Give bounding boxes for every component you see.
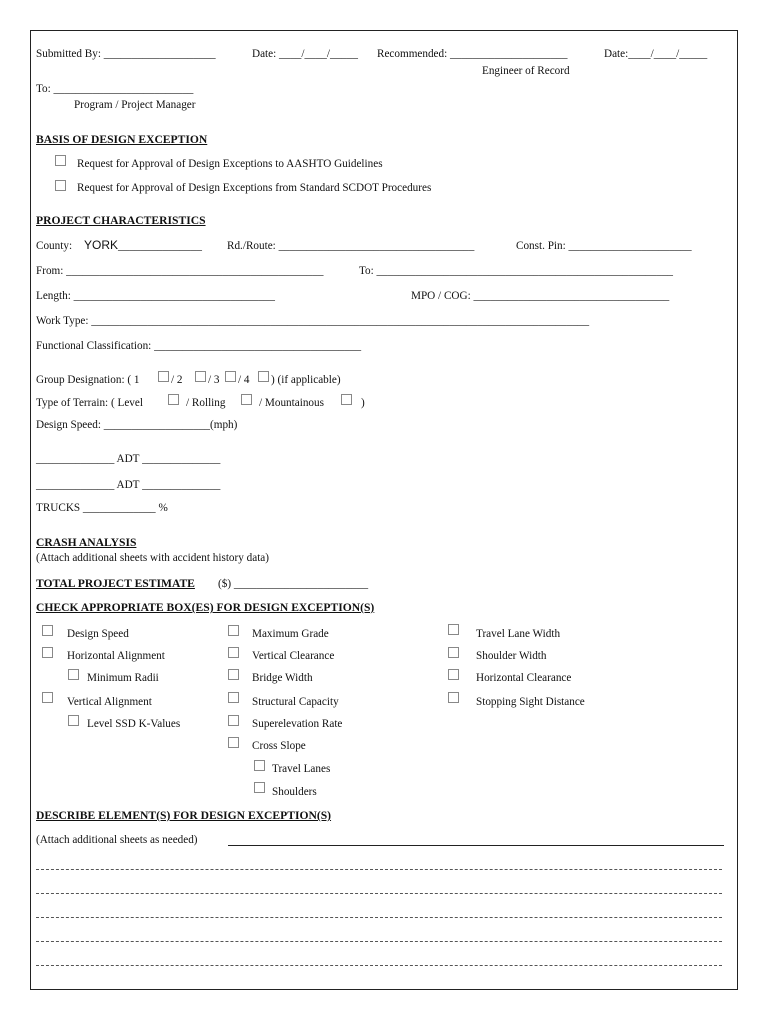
terrain-rolling-label: / Rolling xyxy=(186,397,226,409)
cross-slope-checkbox[interactable] xyxy=(228,737,239,748)
work-type-field[interactable]: Work Type: _________________________________________________________________________________________ xyxy=(36,315,590,327)
terrain-end-label: ) xyxy=(361,397,365,409)
basis-scdot-label: Request for Approval of Design Exceptions from Standard SCDOT Procedures xyxy=(77,182,432,194)
group-4-checkbox[interactable] xyxy=(258,371,269,382)
shoulder-width-checkbox[interactable] xyxy=(448,647,459,658)
travel-lane-width-label: Travel Lane Width xyxy=(476,628,561,640)
county-value[interactable]: YORK xyxy=(84,238,119,252)
bridge-width-checkbox[interactable] xyxy=(228,669,239,680)
level-ssd-label: Level SSD K-Values xyxy=(87,718,181,730)
basis-heading: BASIS OF DESIGN EXCEPTION xyxy=(36,133,208,146)
minimum-radii-checkbox[interactable] xyxy=(68,669,79,680)
describe-heading: DESCRIBE ELEMENT(S) FOR DESIGN EXCEPTION(S) xyxy=(36,809,332,822)
design-speed-label: Design Speed xyxy=(67,628,129,640)
crash-note: (Attach additional sheets with accident history data) xyxy=(36,552,269,564)
stopping-sight-distance-label: Stopping Sight Distance xyxy=(476,696,585,708)
design-speed-checkbox[interactable] xyxy=(42,625,53,636)
engineer-of-record-label: Engineer of Record xyxy=(482,65,570,77)
group-1-checkbox[interactable] xyxy=(158,371,169,382)
terrain-mountainous-checkbox[interactable] xyxy=(341,394,352,405)
group-end-label: ) (if applicable) xyxy=(271,374,341,386)
travel-lanes-checkbox[interactable] xyxy=(254,760,265,771)
const-pin-field[interactable]: Const. Pin: ______________________ xyxy=(516,240,692,252)
superelevation-rate-checkbox[interactable] xyxy=(228,715,239,726)
shoulder-width-label: Shoulder Width xyxy=(476,650,547,662)
travel-lane-width-checkbox[interactable] xyxy=(448,624,459,635)
minimum-radii-label: Minimum Radii xyxy=(87,672,159,684)
vertical-alignment-label: Vertical Alignment xyxy=(67,696,152,708)
recommended-field[interactable]: Recommended: _____________________ xyxy=(377,48,568,60)
functional-classification-field[interactable]: Functional Classification: _____________________________________ xyxy=(36,340,362,352)
horizontal-clearance-label: Horizontal Clearance xyxy=(476,672,572,684)
terrain-mountainous-label: / Mountainous xyxy=(259,397,324,409)
basis-scdot-checkbox[interactable] xyxy=(55,180,66,191)
horizontal-alignment-checkbox[interactable] xyxy=(42,647,53,658)
date-field-2[interactable]: Date:____/____/_____ xyxy=(604,48,708,60)
county-blank: _______________ xyxy=(118,240,202,252)
describe-note: (Attach additional sheets as needed) xyxy=(36,834,198,846)
group-2-checkbox[interactable] xyxy=(195,371,206,382)
vertical-clearance-checkbox[interactable] xyxy=(228,647,239,658)
vertical-alignment-checkbox[interactable] xyxy=(42,692,53,703)
group-designation-label: Group Designation: ( 1 xyxy=(36,374,140,386)
structural-capacity-checkbox[interactable] xyxy=(228,692,239,703)
maximum-grade-checkbox[interactable] xyxy=(228,625,239,636)
group-3-label: / 3 xyxy=(208,374,220,386)
basis-aashto-checkbox[interactable] xyxy=(55,155,66,166)
design-speed-field[interactable]: Design Speed: ___________________(mph) xyxy=(36,419,238,431)
date-field-1[interactable]: Date: ____/____/_____ xyxy=(252,48,358,60)
shoulders-label: Shoulders xyxy=(272,786,317,798)
group-3-checkbox[interactable] xyxy=(225,371,236,382)
mpo-cog-field[interactable]: MPO / COG: ___________________________________ xyxy=(411,290,670,302)
describe-line-1[interactable] xyxy=(36,869,722,870)
adt-field-2[interactable]: ______________ ADT ______________ xyxy=(36,479,221,491)
describe-line-5[interactable] xyxy=(36,965,722,966)
terrain-level-checkbox[interactable] xyxy=(168,394,179,405)
program-manager-label: Program / Project Manager xyxy=(74,99,196,111)
to-field[interactable]: To: _________________________ xyxy=(36,83,194,95)
horizontal-alignment-label: Horizontal Alignment xyxy=(67,650,165,662)
shoulders-checkbox[interactable] xyxy=(254,782,265,793)
level-ssd-checkbox[interactable] xyxy=(68,715,79,726)
estimate-field[interactable]: ($) ________________________ xyxy=(218,578,369,590)
project-heading: PROJECT CHARACTERISTICS xyxy=(36,214,206,227)
trucks-field[interactable]: TRUCKS _____________ % xyxy=(36,502,168,514)
county-label: County: xyxy=(36,240,73,252)
describe-line-0[interactable] xyxy=(228,845,724,846)
adt-field-1[interactable]: ______________ ADT ______________ xyxy=(36,453,221,465)
estimate-heading: TOTAL PROJECT ESTIMATE xyxy=(36,577,195,590)
cross-slope-label: Cross Slope xyxy=(252,740,306,752)
terrain-label: Type of Terrain: ( Level xyxy=(36,397,143,409)
vertical-clearance-label: Vertical Clearance xyxy=(252,650,335,662)
stopping-sight-distance-checkbox[interactable] xyxy=(448,692,459,703)
bridge-width-label: Bridge Width xyxy=(252,672,313,684)
to-location-field[interactable]: To: _____________________________________________________ xyxy=(359,265,674,277)
describe-line-4[interactable] xyxy=(36,941,722,942)
group-4-label: / 4 xyxy=(238,374,250,386)
submitted-by-field[interactable]: Submitted By: ____________________ xyxy=(36,48,216,60)
terrain-rolling-checkbox[interactable] xyxy=(241,394,252,405)
crash-heading: CRASH ANALYSIS xyxy=(36,536,137,549)
check-heading: CHECK APPROPRIATE BOX(ES) FOR DESIGN EXCEPTION(S) xyxy=(36,601,375,614)
length-field[interactable]: Length: ____________________________________ xyxy=(36,290,275,302)
travel-lanes-label: Travel Lanes xyxy=(272,763,331,775)
group-2-label: / 2 xyxy=(171,374,183,386)
superelevation-rate-label: Superelevation Rate xyxy=(252,718,343,730)
route-field[interactable]: Rd./Route: ___________________________________ xyxy=(227,240,475,252)
describe-line-2[interactable] xyxy=(36,893,722,894)
describe-line-3[interactable] xyxy=(36,917,722,918)
structural-capacity-label: Structural Capacity xyxy=(252,696,339,708)
horizontal-clearance-checkbox[interactable] xyxy=(448,669,459,680)
from-field[interactable]: From: ______________________________________________ xyxy=(36,265,324,277)
basis-aashto-label: Request for Approval of Design Exceptions to AASHTO Guidelines xyxy=(77,158,383,170)
maximum-grade-label: Maximum Grade xyxy=(252,628,329,640)
